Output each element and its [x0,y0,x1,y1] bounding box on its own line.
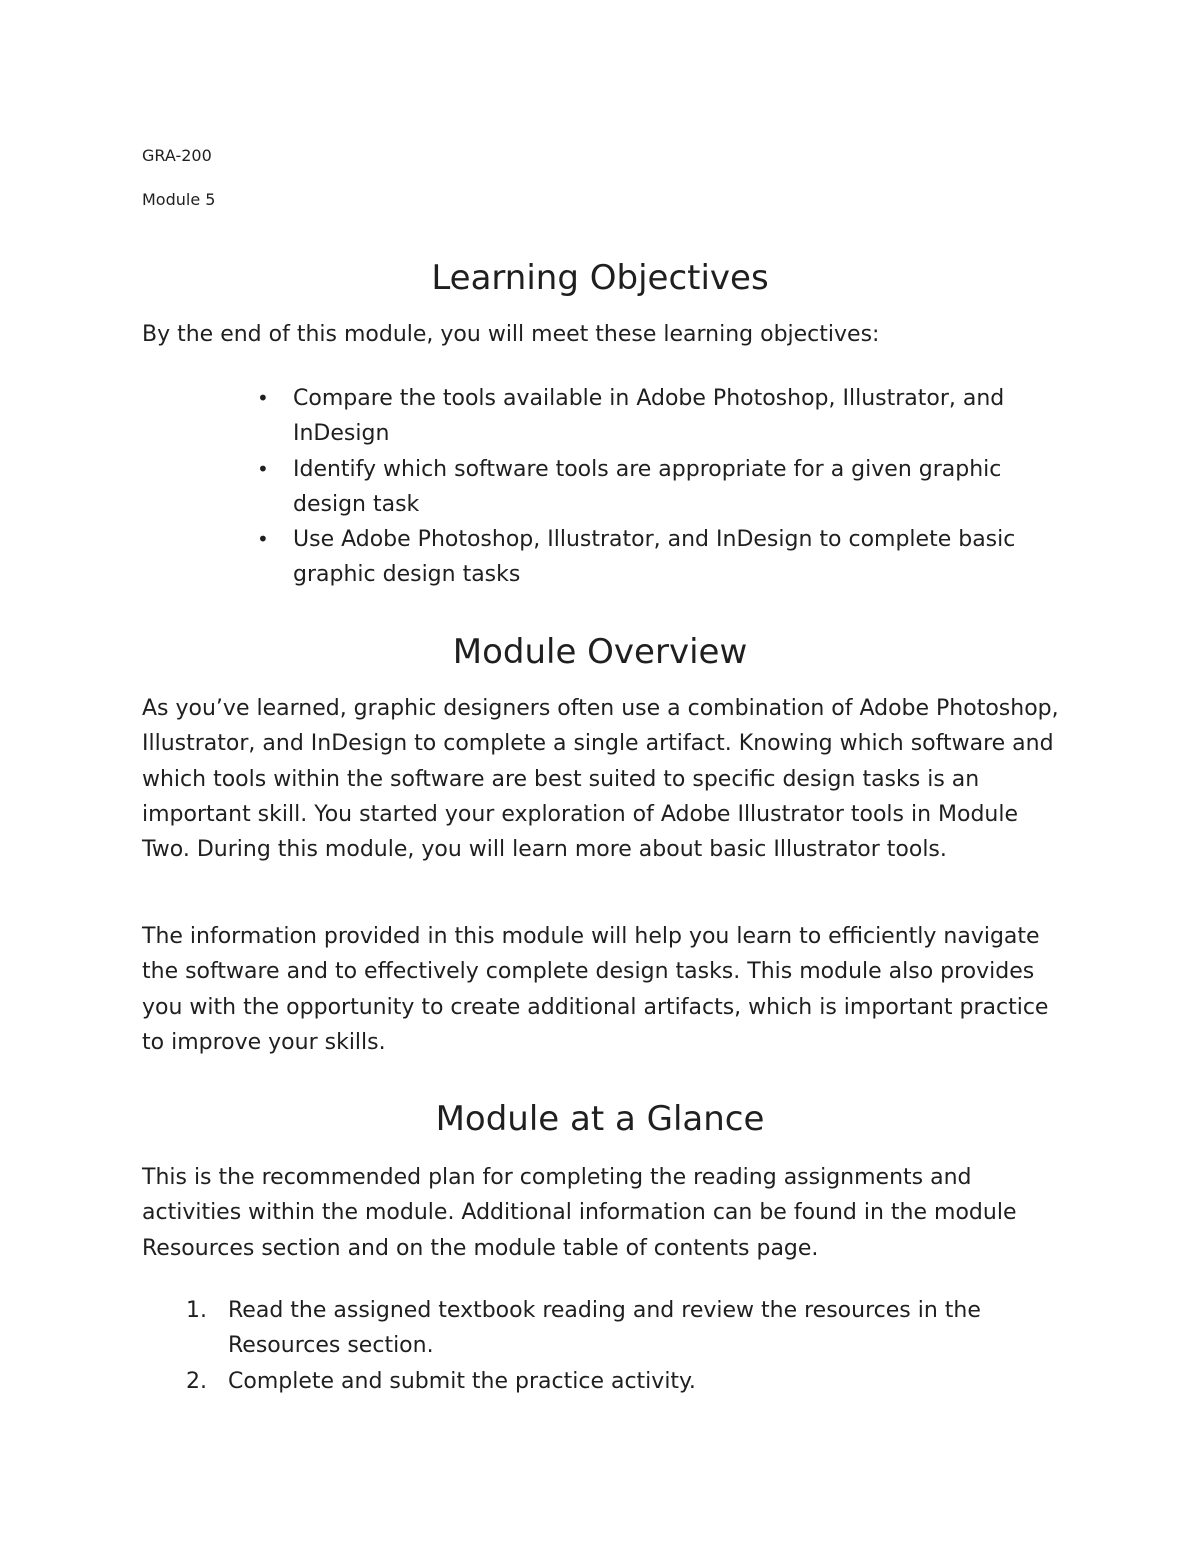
bullet-icon: • [257,527,269,552]
list-item [186,1364,1066,1399]
list-item [250,522,1070,593]
bullet-icon: • [257,386,269,410]
course-code: GRA-200 [142,146,212,165]
step-number: 1. [186,1298,207,1323]
step-number: 2. [186,1368,207,1394]
step-text: Complete and submit the practice activity. [228,1368,696,1394]
list-item [186,1293,1066,1364]
objective-text: Use Adobe Photoshop, Illustrator, and InDesign to complete basic graphic design tasks [293,527,1016,588]
overview-paragraph-2: The information provided in this module will help you learn to efficiently navigate the software and to effectively complete design tasks. This module also provides you with the opportunity to create additional artifacts, which is important practice to improve your skills. [142,924,1049,1055]
objective-text: Identify which software tools are appropriate for a given graphic design task [293,456,1002,517]
module-number: Module 5 [142,190,216,209]
module-at-a-glance-heading: Module at a Glance [435,1099,765,1139]
glance-intro: This is the recommended plan for completing the reading assignments and activities within the module. Additional information can be found in the module Resources section and on the module table of contents page. [142,1165,1017,1261]
overview-paragraph-1: As you’ve learned, graphic designers often use a combination of Adobe Photoshop, Illustrator, and InDesign to complete a single artifact. Knowing which software and which tools within the software are best suited to specific design tasks is an important skill. You started your exploration of Adobe Illustrator tools in Module Two. During this module, you will learn more about basic Illustrator tools. [142,696,1059,863]
bullet-icon: • [257,456,269,481]
objectives-intro: By the end of this module, you will meet these learning objectives: [142,322,880,347]
list-item [250,452,1070,523]
glance-steps-list [186,1293,1066,1399]
objective-text: Compare the tools available in Adobe Photoshop, Illustrator, and InDesign [293,386,1005,447]
list-item [250,381,1070,452]
step-text: Read the assigned textbook reading and review the resources in the Resources section. [228,1298,981,1359]
learning-objectives-heading: Learning Objectives [431,258,769,298]
objectives-list [250,381,1070,593]
module-overview-heading: Module Overview [452,632,748,672]
